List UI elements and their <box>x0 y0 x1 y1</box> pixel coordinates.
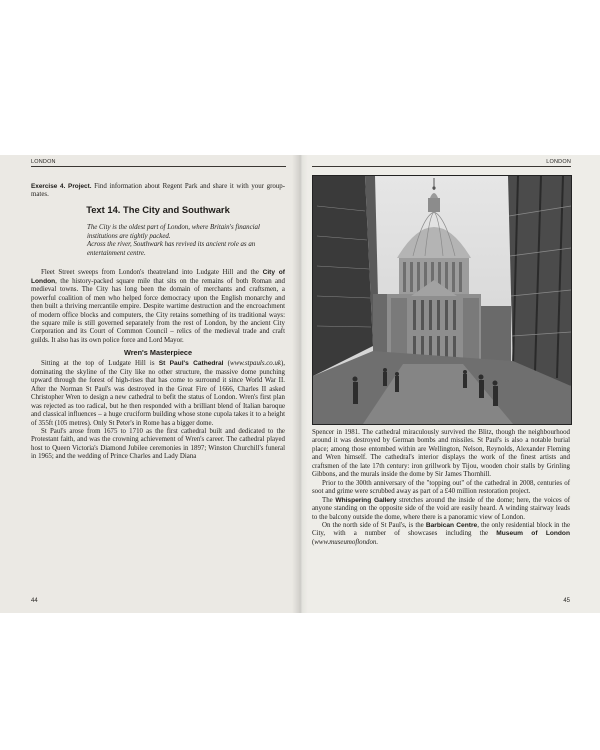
exercise-label: Exercise 4. Project. <box>31 183 92 190</box>
left-column <box>31 183 285 462</box>
st-pauls-photo <box>312 175 572 425</box>
page-number-left: 44 <box>31 598 38 604</box>
paragraph-barbican <box>312 522 570 547</box>
epigraph <box>87 224 267 258</box>
city-of-london-term: City of London <box>31 269 285 285</box>
running-head-right: LONDON <box>546 159 571 165</box>
st-pauls-term: St Paul's Cathedral <box>158 360 224 368</box>
right-column <box>312 429 570 547</box>
st-pauls-cathedral-image <box>313 176 571 424</box>
para2-text-d: ), dominating the skyline of the City like no other structure, the massive dome punching upward through the forest of high-rises that has come to surround it since World War II. After the Norman St Paul's was destroyed in the Great Fire of 1666, Charles II asked Christopher Wren to design a new cathedral to befit the status of London. Wren's first plan was rejected as too radical, but he then responded with a brilliant blend of Italian baroque and classical influences – a huge cruciform building whose stone cupola takes it to a height of 355ft (105 metres). Only St Peter's in Rome has a bigger dome. <box>31 360 285 427</box>
para1-text-c: , the history-packed square mile that sits on the remains of both Roman and medieval towns. The City has long been the domain of merchants and craftsmen, a powerful coalition of men who helped force democracy upon the English monarchy and then built a thriving mercantile empire. Despite wartime destruction and the encroachment of modern office blocks and computers, the City retains something of its traditional ways: the square mile is still governed separately from the rest of London, by the ancient City Corporation and its Court of Common Council – relics of the medieval trade and craft guilds. It also has its own police force and Lord Mayor. <box>31 277 285 344</box>
para1-text-a: Fleet Street sweeps from London's theatreland into Ludgate Hill and the <box>41 269 263 277</box>
whispering-gallery-term: Whispering Gallery <box>335 496 397 504</box>
rp3-text-a: The <box>322 496 336 504</box>
paragraph-whispering-gallery <box>312 497 570 522</box>
museum-of-london-term: Museum of London <box>496 530 570 538</box>
header-rule-left <box>31 166 286 167</box>
barbican-centre-term: Barbican Centre <box>425 521 478 529</box>
rp3-text-c: stretches around the inside of the dome; here, the voices of anyone standing on the opposite side of the void are easily heard. A winding stairway leads to the balcony outside the dome, where there is a panoramic view of London. <box>312 496 571 521</box>
paragraph-spencer: Spencer in 1981. The cathedral miraculously survived the Blitz, though the neighbourhood around it was destroyed by German bombs and missiles. St Paul's is also a notable burial place; among those entombed within are Wellington, Nelson, Reynolds, Alexander Fleming and Wren himself. The cathedral's interior displays the work of the finest artists and craftsmen of the late 17th century: iron grillwork by Tijou, wooden choir stalls by Grinling Gibbons, and the murals inside the dome by Sir James Thornhill. <box>312 429 570 479</box>
paragraph-history: St Paul's arose from 1675 to 1710 as the first cathedral built and dedicated to the Protestant faith, and was the crowning achievement of Wren's career. The cathedral played host to Queen Victoria's Diamond Jubilee ceremonies in 1897; Winston Churchill's funeral in 1965; and the wedding of Prince Charles and Lady Diana <box>31 427 285 461</box>
rp4-text-a: On the north side of St Paul's, is the <box>322 521 426 529</box>
st-pauls-url: www.stpauls.co.uk <box>229 360 281 368</box>
rp4-text-e: ( <box>312 538 315 546</box>
epigraph-line-1: The City is the oldest part of London, where Britain's financial institutions are tightly packed. <box>87 223 260 240</box>
text-title: Text 14. The City and Southwark <box>86 203 230 215</box>
para2-text-c: ( <box>223 360 230 368</box>
exercise-paragraph <box>31 183 285 200</box>
epigraph-line-2: Across the river, Southwark has revived its ancient role as an entertainment centre. <box>87 241 256 257</box>
rp4-text-c: , the only residential block in the City, with a number of showcases including the <box>312 521 571 538</box>
page-number-right: 45 <box>563 598 570 604</box>
left-page <box>0 155 300 613</box>
paragraph-fleet-street <box>31 269 285 345</box>
subhead-wrens-masterpiece: Wren's Masterpiece <box>123 348 193 358</box>
running-head-left: LONDON <box>31 159 56 165</box>
para2-text-a: Sitting at the top of Ludgate Hill is <box>41 360 159 368</box>
exercise-text: Find information about Regent Park and share it with your group-mates. <box>31 183 285 199</box>
paragraph-anniversary: Prior to the 300th anniversary of the "topping out" of the cathedral in 2008, centuries of soot and grime were scrubbed away as part of a £40 million restoration project. <box>312 479 570 496</box>
museum-url: www.museumoflondon. <box>314 538 379 546</box>
paragraph-st-pauls <box>31 360 285 428</box>
header-rule-right <box>312 166 571 167</box>
book-spread <box>0 155 600 613</box>
right-page <box>300 155 600 613</box>
